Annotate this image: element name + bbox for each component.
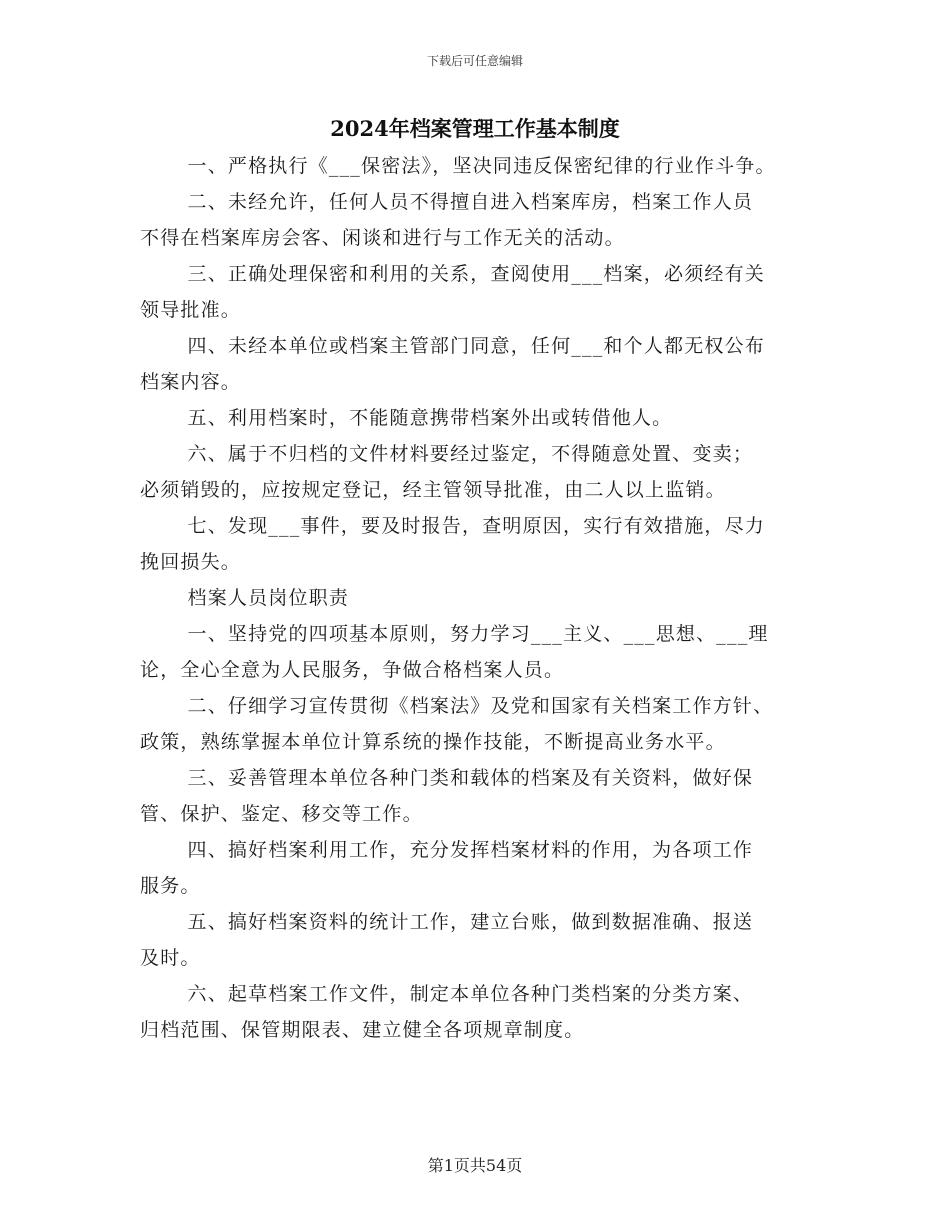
paragraph: 五、搞好档案资料的统计工作，建立台账，做到数据准确、报送 及时。 (140, 911, 754, 969)
document-title: 2024年档案管理工作基本制度 (330, 116, 620, 141)
document-body (140, 148, 820, 1048)
page-number-footer: 第1页共54页 (427, 1156, 523, 1175)
paragraph: 一、坚持党的四项基本原则，努力学习___主义、___思想、___理 论，全心全意为人民服务，争做合格档案人员。 (140, 623, 769, 681)
paragraph: 一、严格执行《___保密法》，坚决同违反保密纪律的行业作斗争。 (187, 155, 776, 177)
paragraph: 五、利用档案时，不能随意携带档案外出或转借他人。 (187, 407, 673, 429)
paragraph: 二、未经允许，任何人员不得擅自进入档案库房，档案工作人员 不得在档案库房会客、闲谈和进行与工作无关的活动。 (140, 191, 754, 249)
paragraph: 四、搞好档案利用工作，充分发挥档案材料的作用，为各项工作 服务。 (140, 839, 754, 897)
paragraph: 六、起草档案工作文件，制定本单位各种门类档案的分类方案、 归档范围、保管期限表、建立健全各项规章制度。 (140, 983, 754, 1041)
paragraph: 七、发现___事件，要及时报告，查明原因，实行有效措施，尽力 挽回损失。 (140, 515, 766, 573)
page-header-note: 下载后可任意编辑 (426, 54, 523, 68)
paragraph: 二、仔细学习宣传贯彻《档案法》及党和国家有关档案工作方针、 政策，熟练掌握本单位计算系统的操作技能，不断提高业务水平。 (140, 695, 774, 753)
paragraph: 六、属于不归档的文件材料要经过鉴定，不得随意处置、变卖； 必须销毁的，应按规定登记，经主管领导批准，由二人以上监销。 (140, 443, 754, 501)
paragraph: 四、未经本单位或档案主管部门同意，任何___和个人都无权公布 档案内容。 (140, 335, 766, 393)
paragraph: 三、正确处理保密和利用的关系，查阅使用___档案，必须经有关 领导批准。 (140, 263, 766, 321)
section-heading: 档案人员岗位职责 (187, 587, 350, 609)
paragraph: 三、妥善管理本单位各种门类和载体的档案及有关资料，做好保 管、保护、鉴定、移交等工作。 (140, 767, 754, 825)
